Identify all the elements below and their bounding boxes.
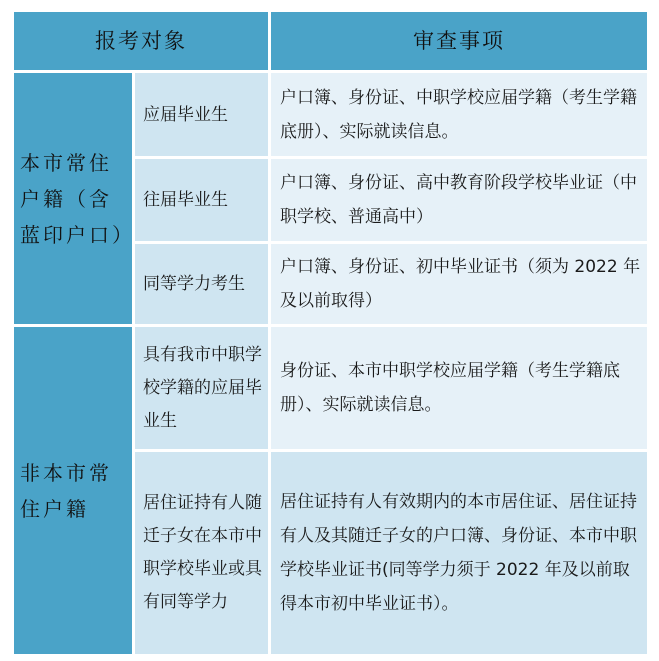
group-nonlocal-household-label: 非本市常住户籍 [20,460,112,521]
row-category [135,73,268,156]
row-requirement [271,327,647,449]
category-label: 同等学力考生 [143,274,245,294]
header-target-group-label: 报考对象 [95,29,187,53]
group-local-household-label: 本市常住户籍（含蓝印户口） [20,150,135,247]
row-requirement [271,244,647,324]
category-label: 往届毕业生 [143,190,228,210]
category-label: 具有我市中职学校学籍的应届毕业生 [143,344,262,431]
requirement-text: 户口簿、身份证、高中教育阶段学校毕业证（中职学校、普通高中） [280,173,637,227]
requirement-text: 户口簿、身份证、初中毕业证书（须为 2022 年及以前取得） [280,257,641,311]
row-requirement [271,159,647,241]
group-local-household [14,73,135,324]
row-category [135,244,268,324]
header-target-group [14,12,268,70]
category-label: 应届毕业生 [143,104,228,125]
requirement-text: 户口簿、身份证、中职学校应届学籍（考生学籍底册）、实际就读信息。 [280,87,637,142]
row-requirement [271,73,647,156]
row-category [135,327,268,449]
header-review-items-label: 审查事项 [413,29,505,53]
row-category [135,159,268,241]
row-requirement [271,452,647,654]
requirement-text: 身份证、本市中职学校应届学籍（考生学籍底册）、实际就读信息。 [280,361,620,415]
category-label: 居住证持有人随迁子女在本市中职学校毕业或具有同等学力 [143,493,262,612]
group-nonlocal-household [14,327,132,654]
requirement-text: 居住证持有人有效期内的本市居住证、居住证持有人及其随迁子女的户口簿、身份证、本市中职学校毕业证书(同等学力须于 2022 年及以前取得本市初中毕业证书）。 [280,492,637,614]
row-category [135,452,268,654]
header-review-items [271,12,647,70]
